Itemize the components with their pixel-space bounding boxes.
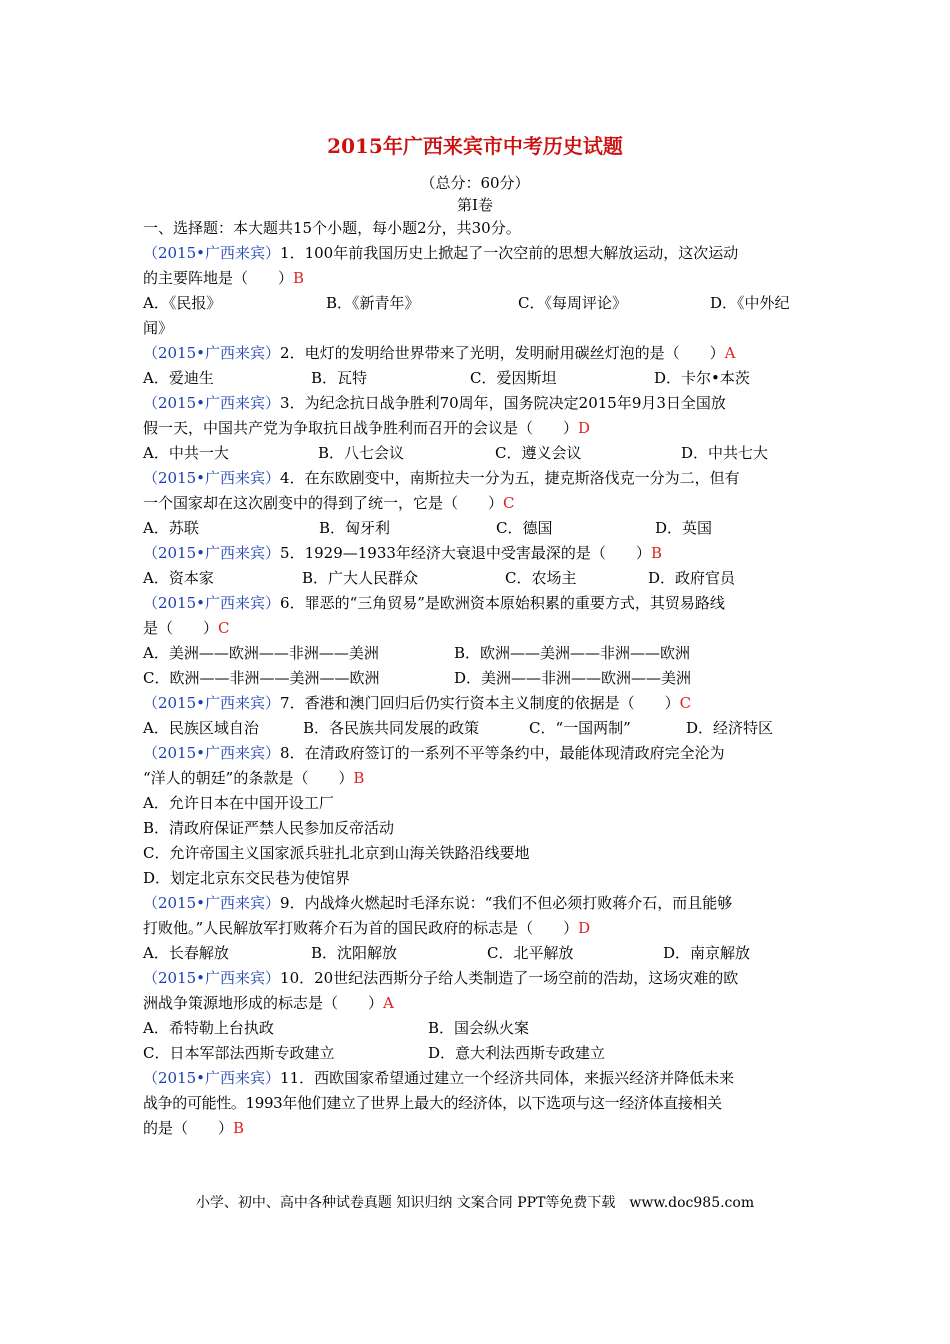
question-5-line-1 (143, 541, 813, 566)
option-d: D．划定北京东交民巷为使馆界 (143, 869, 351, 887)
option-a: A．长春解放 (143, 944, 229, 962)
option-d: D．英国 (655, 519, 713, 537)
option-c: C．《每周评论》 (518, 294, 627, 312)
option-b: B．八七会议 (318, 444, 405, 462)
source-tag: （2015•广西来宾） (143, 469, 281, 487)
question-text: 8．在清政府签订的一系列不平等条约中，最能体现清政府完全沦为 (280, 744, 725, 762)
question-text: 5．1929—1933年经济大衰退中受害最深的是（ ） (280, 544, 651, 562)
question-4-line-2 (143, 491, 813, 516)
option-a: A．民族区域自治 (143, 719, 259, 737)
option-a: A．中共一大 (143, 444, 229, 462)
question-10-options-row-2 (143, 1041, 813, 1066)
option-b: B．各民族共同发展的政策 (303, 719, 480, 737)
source-tag: （2015•广西来宾） (143, 594, 281, 612)
option-c: C．农场主 (505, 569, 577, 587)
option-d: D．《中外纪 (710, 294, 790, 312)
question-text: 6．罪恶的“三角贸易”是欧洲资本原始积累的重要方式，其贸易路线 (280, 594, 725, 612)
answer-key: A (383, 994, 394, 1012)
answer-key: C (503, 494, 515, 512)
answer-key: D (578, 419, 591, 437)
question-text: 4．在东欧剧变中，南斯拉夫一分为五，捷克斯洛伐克一分为二，但有 (280, 469, 740, 487)
question-7-line-1 (143, 691, 813, 716)
question-text: 打败他。”人民解放军打败蒋介石为首的国民政府的标志是（ ） (143, 919, 579, 937)
option-d: D．经济特区 (686, 719, 774, 737)
question-3-line-1 (143, 391, 813, 416)
option-c: C．北平解放 (487, 944, 574, 962)
answer-key: B (650, 544, 662, 562)
option-a: A．美洲——欧洲——非洲——美洲 (143, 644, 379, 662)
question-9-line-2 (143, 916, 813, 941)
question-6-line-2 (143, 616, 813, 641)
source-tag: （2015•广西来宾） (143, 394, 281, 412)
source-tag: （2015•广西来宾） (143, 694, 281, 712)
option-a: A．《民报》 (143, 294, 222, 312)
question-text: 的主要阵地是（ ） (143, 269, 294, 287)
question-5-options (143, 566, 813, 591)
option-a: A．允许日本在中国开设工厂 (143, 794, 334, 812)
option-d: D．中共七大 (681, 444, 769, 462)
answer-key: B (353, 769, 365, 787)
option-c: C．允许帝国主义国家派兵驻扎北京到山海关铁路沿线要地 (143, 844, 530, 862)
question-text: 7．香港和澳门回归后仍实行资本主义制度的依据是（ ） (280, 694, 680, 712)
question-text: 洲战争策源地形成的标志是（ ） (143, 994, 384, 1012)
option-c: C．欧洲——非洲——美洲——欧洲 (143, 669, 380, 687)
option-b: B．匈牙利 (319, 519, 391, 537)
question-text: 是（ ） (143, 619, 219, 637)
option-c: C．德国 (496, 519, 553, 537)
question-11-line-3 (143, 1116, 813, 1141)
source-tag: （2015•广西来宾） (143, 969, 281, 987)
option-d: D．美洲——非洲——欧洲——美洲 (454, 669, 692, 687)
question-7-options (143, 716, 813, 741)
question-2-line-1 (143, 341, 813, 366)
question-text: “洋人的朝廷”的条款是（ ） (143, 769, 354, 787)
option-c: C．爱因斯坦 (470, 369, 557, 387)
answer-key: C (679, 694, 692, 712)
option-a: A．苏联 (143, 519, 199, 537)
total-score: （总分：60分） (420, 174, 530, 192)
question-text: 10．20世纪法西斯分子给人类制造了一场空前的浩劫，这场灾难的欧 (280, 969, 739, 987)
source-tag: （2015•广西来宾） (143, 244, 281, 262)
question-text: 9．内战烽火燃起时毛泽东说：“我们不但必须打败蒋介石，而且能够 (280, 894, 733, 912)
option-d: D．卡尔•本茨 (654, 369, 750, 387)
answer-key: A (724, 344, 736, 362)
question-6-options-row-1 (143, 641, 813, 666)
answer-key: B (233, 1119, 245, 1137)
source-tag: （2015•广西来宾） (143, 544, 281, 562)
option-d: D．政府官员 (648, 569, 736, 587)
question-text: 2．电灯的发明给世界带来了光明，发明耐用碳丝灯泡的是（ ） (280, 344, 725, 362)
question-3-line-2 (143, 416, 813, 441)
question-10-options-row-1 (143, 1016, 813, 1041)
question-text: 的是（ ） (143, 1119, 234, 1137)
option-b: B．清政府保证严禁人民参加反帝活动 (143, 819, 395, 837)
question-4-options (143, 516, 813, 541)
question-list (143, 216, 813, 1141)
question-9-line-1 (143, 891, 813, 916)
option-b: B．瓦特 (311, 369, 368, 387)
question-2-options (143, 366, 813, 391)
question-text: 1．100年前我国历史上掀起了一次空前的思想大解放运动，这次运动 (280, 244, 739, 262)
question-9-options (143, 941, 813, 966)
question-text: 假一天，中国共产党为争取抗日战争胜利而召开的会议是（ ） (143, 419, 579, 437)
question-text: 3．为纪念抗日战争胜利70周年，国务院决定2015年9月3日全国放 (280, 394, 726, 412)
question-11-line-1 (143, 1066, 813, 1091)
option-d: D．南京解放 (663, 944, 751, 962)
answer-key: D (578, 919, 591, 937)
option-c: C．遵义会议 (495, 444, 582, 462)
answer-key: C (218, 619, 230, 637)
option-b: B．国会纵火案 (428, 1019, 530, 1037)
option-a: A．希特勒上台执政 (143, 1019, 274, 1037)
question-text: 11．西欧国家希望通过建立一个经济共同体，来振兴经济并降低未来 (280, 1069, 735, 1087)
volume-label: 第Ⅰ卷 (457, 196, 493, 214)
answer-key: B (293, 269, 305, 287)
question-text: 一个国家却在这次剧变中的得到了统一，它是（ ） (143, 494, 504, 512)
page-footer: 小学、初中、高中各种试卷真题 知识归纳 文案合同 PPT等免费下载 www.doc985.com (195, 1195, 755, 1211)
option-b: B．欧洲——美洲——非洲——欧洲 (454, 644, 691, 662)
option-b: B．《新青年》 (326, 294, 420, 312)
option-c: C．“一国两制” (529, 719, 631, 737)
question-4-line-1 (143, 466, 813, 491)
question-6-line-1 (143, 591, 813, 616)
option-c: C．日本军部法西斯专政建立 (143, 1044, 335, 1062)
option-a: A．资本家 (143, 569, 214, 587)
option-a: A．爱迪生 (143, 369, 214, 387)
question-3-options (143, 441, 813, 466)
option-b: B．广大人民群众 (302, 569, 419, 587)
question-11-line-2 (143, 1091, 813, 1116)
question-8-line-1 (143, 741, 813, 766)
question-8-line-2 (143, 766, 813, 791)
page-title: 2015年广西来宾市中考历史试题 (327, 134, 623, 158)
question-text: 战争的可能性。1993年他们建立了世界上最大的经济体，以下选项与这一经济体直接相关 (143, 1094, 722, 1112)
source-tag: （2015•广西来宾） (143, 344, 281, 362)
source-tag: （2015•广西来宾） (143, 744, 281, 762)
option-b: B．沈阳解放 (311, 944, 398, 962)
source-tag: （2015•广西来宾） (143, 1069, 281, 1087)
question-1-line-2 (143, 266, 813, 291)
question-1-options (143, 291, 813, 316)
option-d-continuation: 闻》 (143, 319, 174, 337)
section-heading: 一、选择题：本大题共15个小题，每小题2分，共30分。 (143, 219, 521, 237)
question-6-options-row-2 (143, 666, 813, 691)
question-10-line-1 (143, 966, 813, 991)
question-1-line-1 (143, 241, 813, 266)
question-10-line-2 (143, 991, 813, 1016)
source-tag: （2015•广西来宾） (143, 894, 281, 912)
option-d: D．意大利法西斯专政建立 (428, 1044, 606, 1062)
